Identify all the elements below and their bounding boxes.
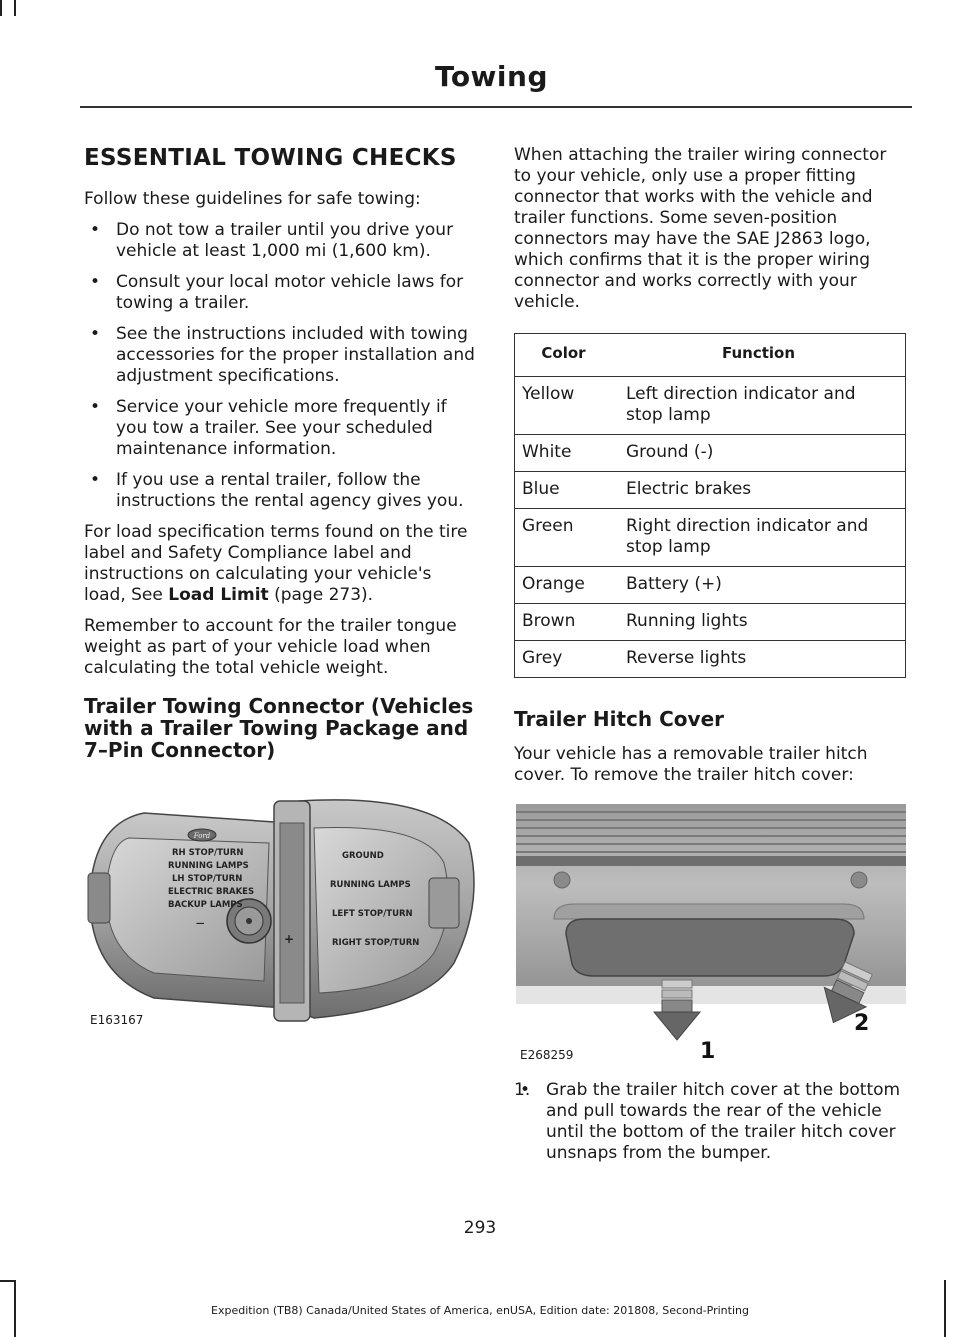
cell-function: Running lights <box>612 604 906 641</box>
figure-code: E163167 <box>90 1013 144 1027</box>
wiring-intro: When attaching the trailer wiring connector to your vehicle, only use a proper fitting connector that works with the vehicle and trailer functions. Some seven-position connectors may have the SAE J2863 logo, which confirms that it is the proper wiring connector and works correctly with your vehicle. <box>514 145 887 312</box>
connector-subheading: Trailer Towing Connector (Vehicles with a Trailer Towing Package and 7–Pin Connector) <box>84 694 474 762</box>
connector-plus: + <box>284 932 295 946</box>
cell-function: Right direction indicator and stop lamp <box>612 509 906 567</box>
cell-function: Reverse lights <box>612 641 906 678</box>
hitch-cover-illustration <box>514 804 906 1066</box>
load-page-ref: (page 273). <box>268 585 374 605</box>
table-row <box>515 604 906 641</box>
cell-color: Yellow <box>515 377 613 435</box>
cell-color: Orange <box>515 567 613 604</box>
intro-text: Follow these guidelines for safe towing: <box>84 189 421 209</box>
tongue-weight-paragraph: Remember to account for the trailer tongue weight as part of your vehicle load when calculating the total vehicle weight. <box>84 616 457 678</box>
crop-mark <box>0 0 2 16</box>
table-row <box>515 567 906 604</box>
cell-color: White <box>515 435 613 472</box>
steps-list <box>514 1080 906 1164</box>
page-number: 293 <box>463 1218 497 1238</box>
connector-label: LEFT STOP/TURN <box>332 909 413 919</box>
left-column <box>84 145 476 1033</box>
cell-color: Blue <box>515 472 613 509</box>
cell-color: Grey <box>515 641 613 678</box>
section-heading: ESSENTIAL TOWING CHECKS <box>84 145 457 171</box>
connector-label: RIGHT STOP/TURN <box>332 938 420 948</box>
connector-label: RH STOP/TURN <box>172 848 244 858</box>
list-item: • Do not tow a trailer until you drive your vehicle at least 1,000 mi (1,600 km). <box>84 220 476 262</box>
hitch-cover-figure <box>514 804 906 1066</box>
figure-code: E268259 <box>520 1048 574 1062</box>
crop-mark <box>14 0 16 16</box>
load-limit-paragraph <box>84 522 476 606</box>
guideline-list <box>84 220 476 512</box>
cell-color: Brown <box>515 604 613 641</box>
load-limit-link[interactable]: Load Limit <box>168 585 269 605</box>
callout-1: 1 <box>700 1039 716 1064</box>
cell-function: Battery (+) <box>612 567 906 604</box>
page-header-title: Towing <box>434 60 548 93</box>
table-row <box>515 377 906 435</box>
callout-2: 2 <box>854 1011 870 1036</box>
column-header-function: Function <box>612 334 906 377</box>
list-item: • If you use a rental trailer, follow the instructions the rental agency gives you. <box>84 470 476 512</box>
list-item: • Consult your local motor vehicle laws for towing a trailer. <box>84 272 476 314</box>
table-row <box>515 641 906 678</box>
table-row <box>515 509 906 567</box>
connector-label: RUNNING LAMPS <box>168 861 249 871</box>
connector-figure <box>84 783 476 1033</box>
connector-label: GROUND <box>342 851 384 861</box>
trailer-connector-illustration <box>84 783 476 1033</box>
connector-label: ELECTRIC BRAKES <box>168 887 255 897</box>
list-item <box>514 1080 906 1164</box>
cell-function: Left direction indicator and stop lamp <box>612 377 906 435</box>
table-row <box>515 435 906 472</box>
connector-label: RUNNING LAMPS <box>330 880 411 890</box>
ford-logo: Ford <box>193 832 211 840</box>
connector-minus: — <box>196 919 205 929</box>
connector-label: BACKUP LAMPS <box>168 900 243 910</box>
list-item: • See the instructions included with towing accessories for the proper installation and adjustment specifications. <box>84 324 476 387</box>
hitch-cover-subheading: Trailer Hitch Cover <box>514 707 724 731</box>
connector-label: LH STOP/TURN <box>172 874 243 884</box>
table-row <box>515 472 906 509</box>
wiring-table <box>514 333 906 678</box>
page-footer: Expedition (TB8) Canada/United States of America, enUSA, Edition date: 201808, Second-Printing <box>211 1304 749 1317</box>
cell-color: Green <box>515 509 613 567</box>
header-divider <box>80 106 912 108</box>
column-header-color: Color <box>515 334 613 377</box>
step-text: Grab the trailer hitch cover at the bottom and pull towards the rear of the vehicle until the bottom of the trailer hitch cover unsnaps from the bumper. <box>546 1080 901 1163</box>
cell-function: Electric brakes <box>612 472 906 509</box>
load-text: For load specification terms found on the tire label and Safety Compliance label and instructions on calculating your vehicle's load, See <box>84 522 468 605</box>
step-number: • 1. <box>514 1080 531 1100</box>
table-header-row <box>515 334 906 377</box>
list-item: • Service your vehicle more frequently if you tow a trailer. See your scheduled maintenance information. <box>84 397 476 460</box>
crop-mark <box>0 1280 16 1282</box>
cell-function: Ground (-) <box>612 435 906 472</box>
hitch-cover-paragraph: Your vehicle has a removable trailer hitch cover. To remove the trailer hitch cover: <box>514 744 868 785</box>
right-column <box>514 145 906 1174</box>
